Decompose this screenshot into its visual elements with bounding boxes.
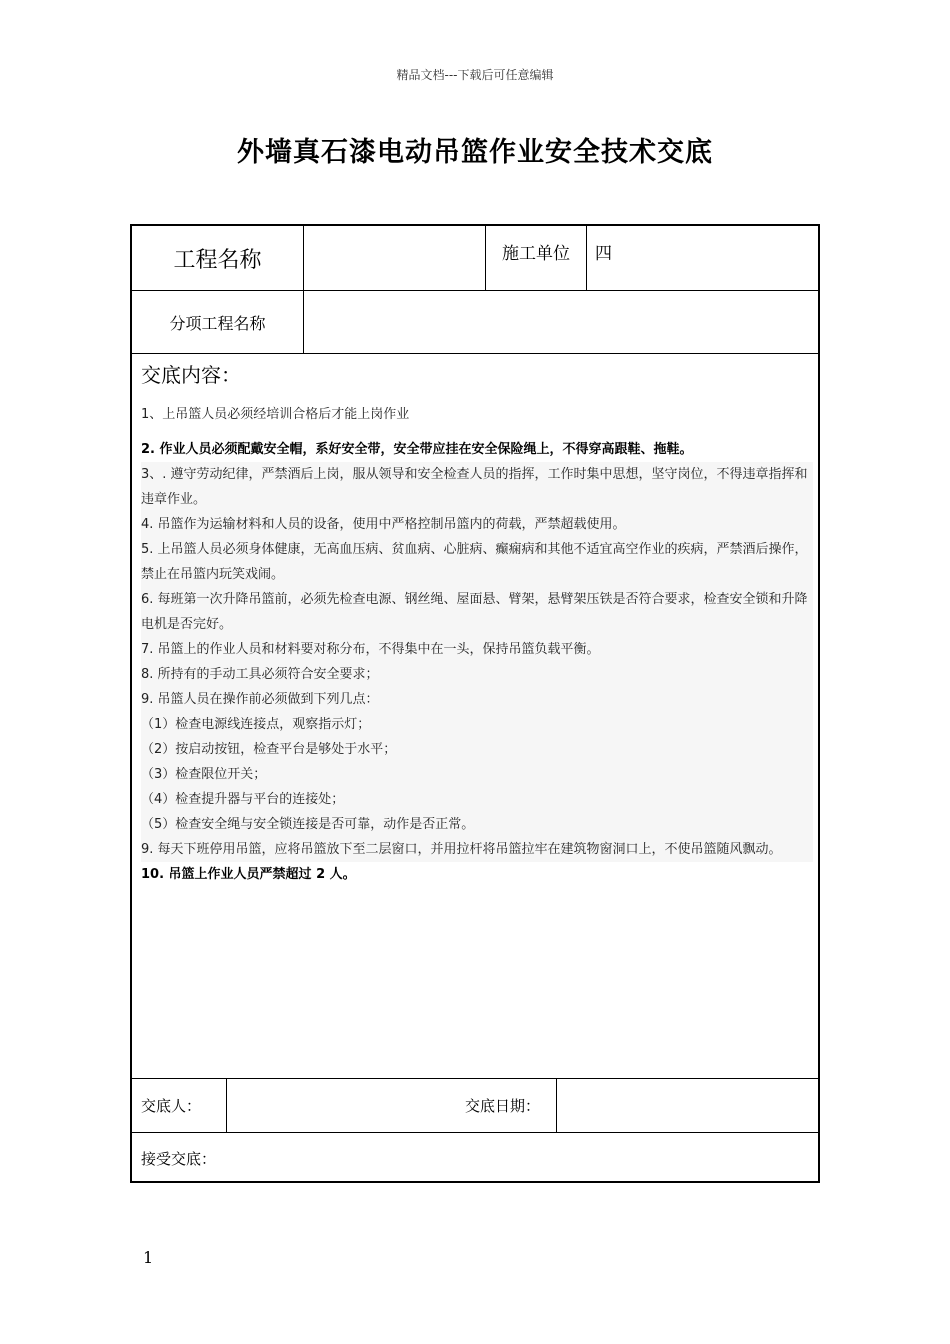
construction-unit-field[interactable] (587, 226, 818, 276)
project-name-label (132, 226, 303, 290)
disclosure-form (130, 224, 820, 1183)
disclosure-item: 2. 作业人员必须配戴安全帽，系好安全带，安全带应挂在安全保险绳上，不得穿高跟鞋、拖鞋。 (141, 442, 693, 457)
content-heading: 交底内容： (141, 363, 241, 387)
page-number: 1 (143, 1248, 154, 1267)
disclosure-item: 3、. 遵守劳动纪律，严禁酒后上岗，服从领导和安全检查人员的指挥，工作时集中思想，坚守岗位，不得违章指挥和违章作业。 (141, 462, 813, 512)
disclosure-item: （4）检查提升器与平台的连接处； (141, 787, 813, 812)
row-divider (132, 353, 818, 354)
disclosure-item: 1、上吊篮人员必须经培训合格后才能上岗作业 (141, 407, 410, 422)
sub-project-label (132, 291, 303, 353)
sub-project-label-text: 分项工程名称 (169, 313, 266, 333)
discloser-label (132, 1079, 226, 1132)
discloser-field[interactable] (227, 1079, 437, 1132)
sub-project-field[interactable] (304, 291, 818, 353)
disclosure-item: 8. 所持有的手动工具必须符合安全要求； (141, 662, 813, 687)
receiver-label (132, 1133, 332, 1183)
header-note: 精品文档---下载后可任意编辑 (396, 68, 554, 82)
disclosure-item: （2）按启动按钮，检查平台是够处于水平； (141, 737, 813, 762)
construction-unit-label-text: 施工单位 (502, 243, 570, 264)
disclosure-item: 5. 上吊篮人员必须身体健康，无高血压病、贫血病、心脏病、癫痫病和其他不适宜高空作业的疾病，严禁酒后操作，禁止在吊篮内玩笑戏闹。 (141, 537, 813, 587)
construction-unit-label (486, 226, 586, 276)
disclosure-item: （5）检查安全绳与安全锁连接是否可靠，动作是否正常。 (141, 812, 813, 837)
disclosure-item: 7. 吊篮上的作业人员和材料要对称分布，不得集中在一头，保持吊篮负载平衡。 (141, 637, 813, 662)
disclosure-date-field[interactable] (557, 1079, 818, 1132)
disclosure-item: 9. 吊篮人员在操作前必须做到下列几点： (141, 687, 813, 712)
disclosure-items (141, 402, 813, 887)
document-title: 外墙真石漆电动吊篮作业安全技术交底 (237, 137, 713, 168)
project-name-field[interactable] (304, 226, 485, 290)
discloser-label-text: 交底人： (141, 1097, 202, 1115)
disclosure-item: 6. 每班第一次升降吊篮前，必须先检查电源、钢丝绳、屋面悬、臂架，悬臂架压铁是否符合要求，检查安全锁和升降电机是否完好。 (141, 587, 813, 637)
disclosure-item: 4. 吊篮作为运输材料和人员的设备，使用中严格控制吊篮内的荷载，严禁超载使用。 (141, 512, 813, 537)
project-name-label-text: 工程名称 (173, 247, 262, 273)
disclosure-item: 9. 每天下班停用吊篮，应将吊篮放下至二层窗口，并用拉杆将吊篮拉牢在建筑物窗洞口上，不使吊篮随风飘动。 (141, 837, 813, 862)
construction-unit-value: 四 (595, 243, 612, 264)
receiver-label-text: 接受交底： (141, 1149, 217, 1168)
disclosure-content (141, 359, 813, 887)
disclosure-date-label-text: 交底日期： (464, 1097, 540, 1115)
disclosure-date-label (437, 1079, 556, 1132)
disclosure-item: 10. 吊篮上作业人员严禁超过 2 人。 (141, 867, 356, 882)
disclosure-item: （3）检查限位开关； (141, 762, 813, 787)
disclosure-item: （1）检查电源线连接点，观察指示灯； (141, 712, 813, 737)
